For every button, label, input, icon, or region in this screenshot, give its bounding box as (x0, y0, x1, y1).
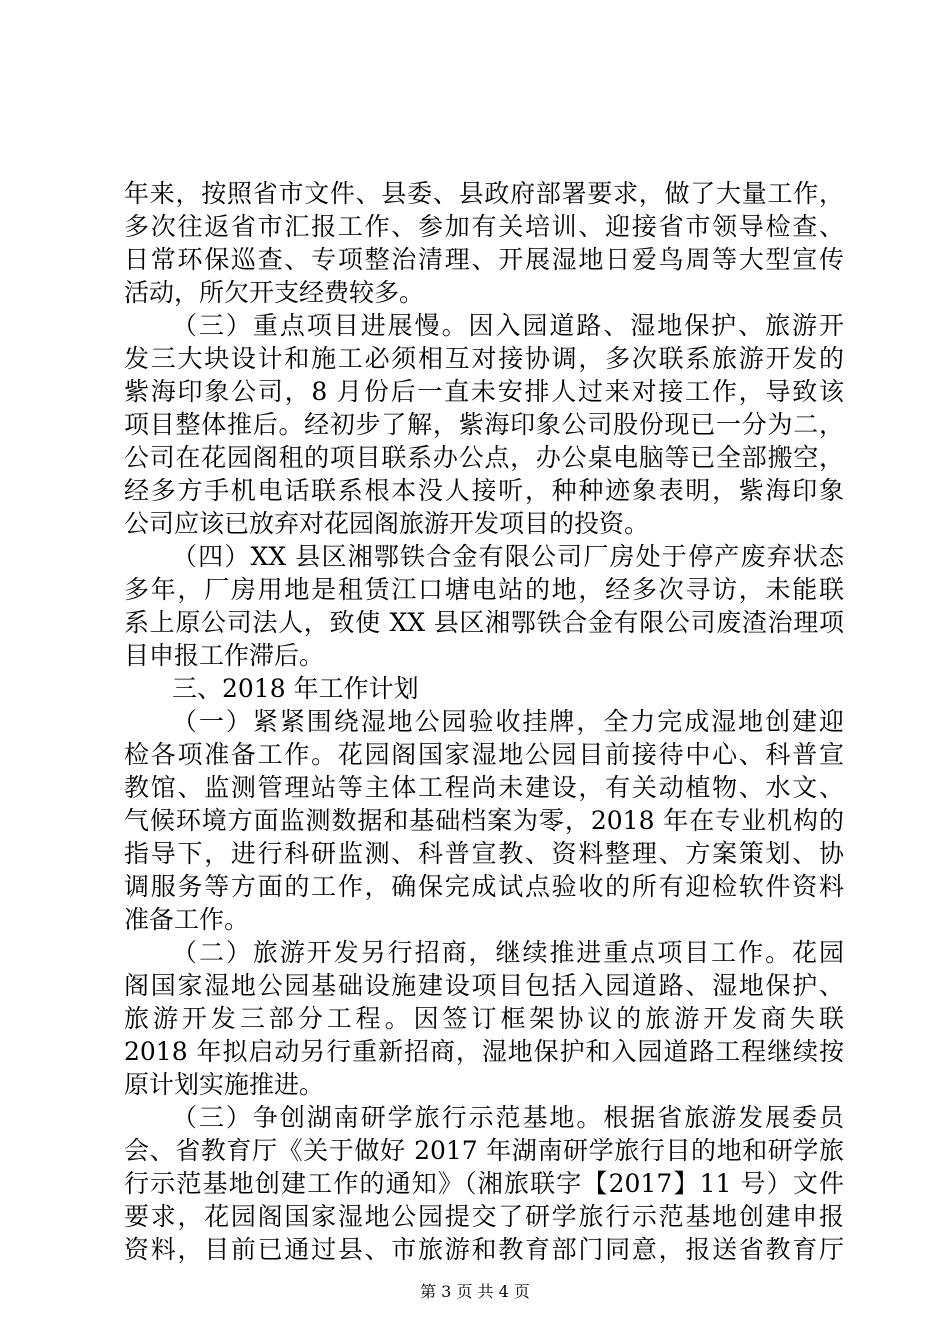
section-heading: （一）紧紧围绕湿地公园验收挂牌，全力完成湿地创建迎 (172, 707, 844, 736)
body-line: 准备工作。 (124, 905, 250, 934)
section-heading: （二）旅游开发另行招商，继续推进重点项目工作。花园 (172, 938, 844, 967)
body-line: 要求，花园阁国家湿地公园提交了研学旅行示范基地创建申报 (124, 1202, 844, 1231)
body-line: 活动，所欠开支经费较多。 (124, 278, 425, 307)
body-line: 旅游开发三部分工程。因签订框架协议的旅游开发商失联 (124, 1004, 844, 1033)
body-line: 公司在花园阁租的项目联系办公点，办公桌电脑等已全部搬空， (124, 443, 844, 472)
page-number-footer: 第 3 页 共 4 页 (420, 1282, 530, 1301)
body-line: 阁国家湿地公园基础设施建设项目包括入园道路、湿地保护、 (124, 971, 844, 1000)
body-line: 公司应该已放弃对花园阁旅游开发项目的投资。 (124, 509, 650, 538)
body-line: 2018 年拟启动另行重新招商，湿地保护和入园道路工程继续按 (124, 1037, 844, 1066)
body-line: 经多方手机电话联系根本没人接听，种种迹象表明，紫海印象 (124, 476, 844, 505)
body-line: 日常环保巡查、专项整治清理、开展湿地日爱鸟周等大型宣传 (124, 245, 844, 274)
body-line: 检各项准备工作。花园阁国家湿地公园目前接待中心、科普宣 (124, 740, 844, 769)
body-line: 系上原公司法人，致使 XX 县区湘鄂铁合金有限公司废渣治理项 (124, 608, 844, 637)
body-line: 资料，目前已通过县、市旅游和教育部门同意，报送省教育厅 (124, 1235, 844, 1264)
body-line: 紫海印象公司，8 月份后一直未安排人过来对接工作，导致该 (124, 377, 844, 406)
body-line: 目申报工作滞后。 (124, 641, 325, 670)
body-line: 多年，厂房用地是租赁江口塘电站的地，经多次寻访，未能联 (124, 575, 844, 604)
body-line: 项目整体推后。经初步了解，紫海印象公司股份现已一分为二， (124, 410, 844, 439)
section-heading: （三）争创湖南研学旅行示范基地。根据省旅游发展委员 (172, 1103, 844, 1132)
body-line: 气候环境方面监测数据和基础档案为零，2018 年在专业机构的 (124, 806, 844, 835)
section-heading: （三）重点项目进展慢。因入园道路、湿地保护、旅游开 (172, 311, 844, 340)
section-heading: （四）XX 县区湘鄂铁合金有限公司厂房处于停产废弃状态 (172, 542, 844, 571)
section-heading: 三、2018 年工作计划 (172, 674, 419, 703)
body-line: 教馆、监测管理站等主体工程尚未建设，有关动植物、水文、 (124, 773, 844, 802)
body-line: 行示范基地创建工作的通知》（湘旅联字【2017】11 号）文件 (124, 1169, 844, 1198)
body-line: 原计划实施推进。 (124, 1070, 325, 1099)
body-line: 年来，按照省市文件、县委、县政府部署要求，做了大量工作， (124, 179, 844, 208)
body-line: 调服务等方面的工作，确保完成试点验收的所有迎检软件资料 (124, 872, 844, 901)
body-line: 多次往返省市汇报工作、参加有关培训、迎接省市领导检查、 (124, 212, 844, 241)
body-line: 指导下，进行科研监测、科普宣教、资料整理、方案策划、协 (124, 839, 844, 868)
body-line: 发三大块设计和施工必须相互对接协调，多次联系旅游开发的 (124, 344, 844, 373)
body-line: 会、省教育厅《关于做好 2017 年湖南研学旅行目的地和研学旅 (124, 1136, 844, 1165)
